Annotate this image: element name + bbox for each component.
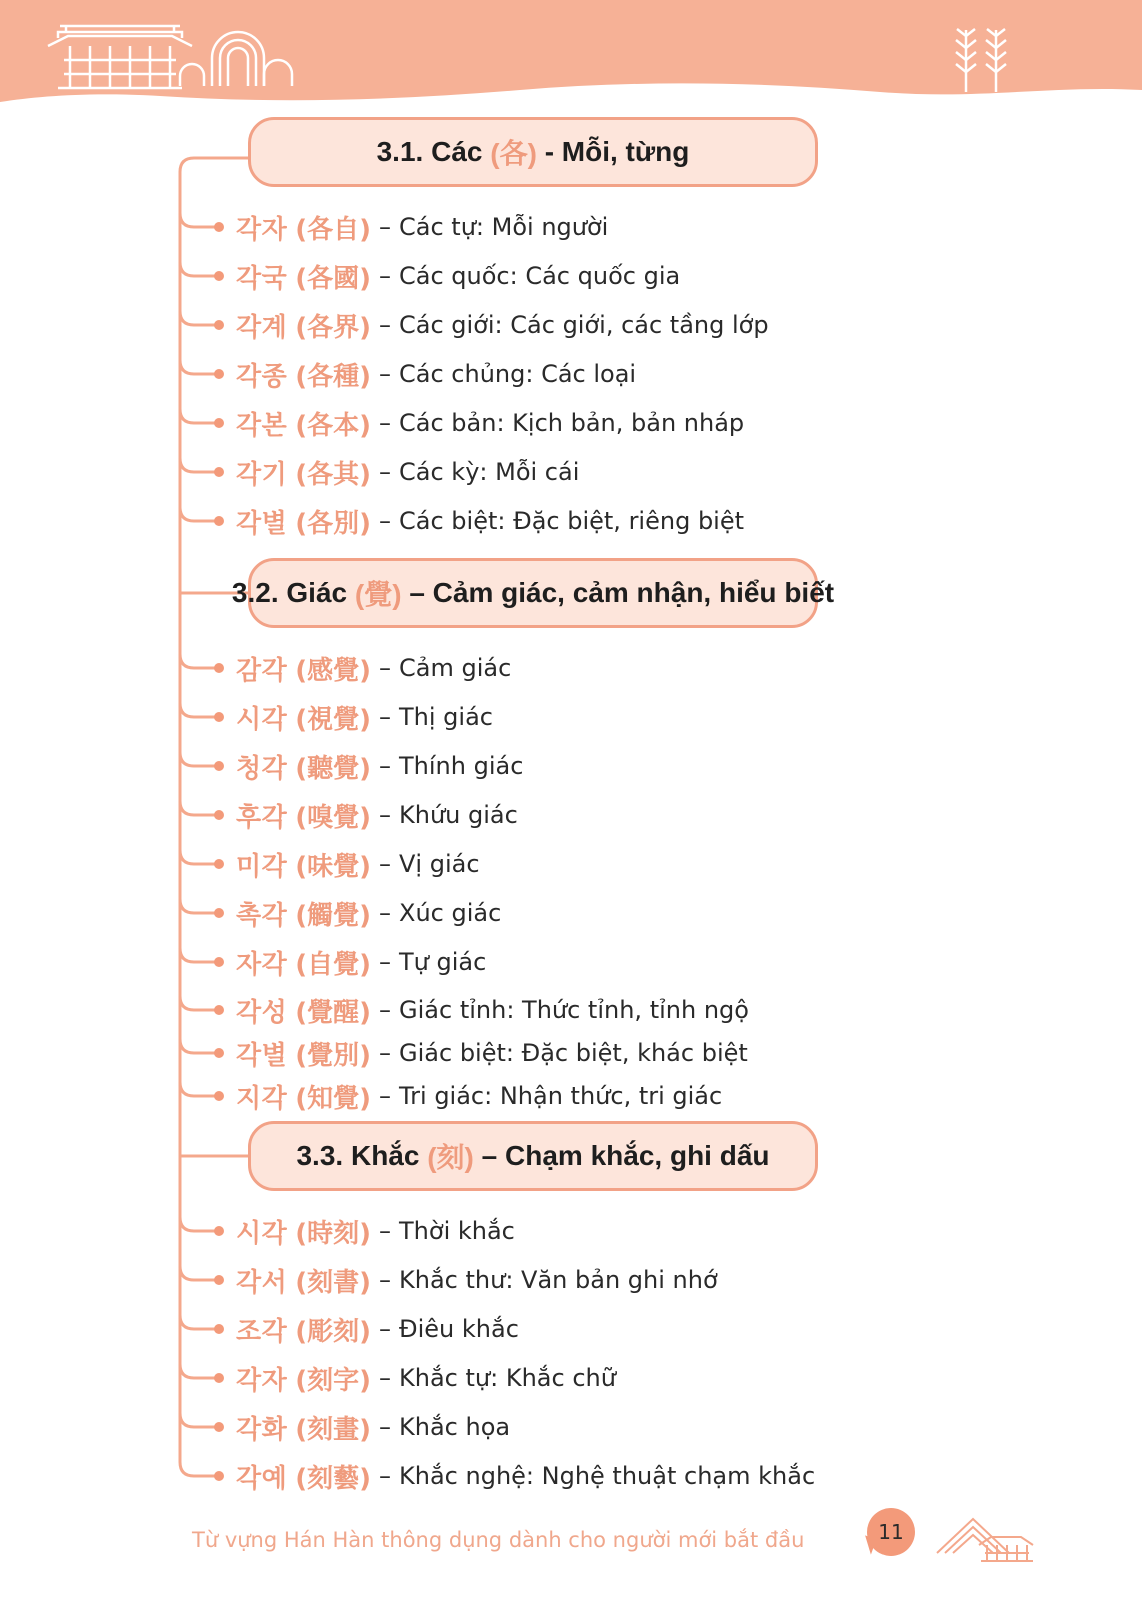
- korean-word: 자각: [236, 949, 288, 980]
- vocab-entry: [236, 795, 518, 835]
- entry-dash: –: [379, 752, 392, 780]
- hanja-word: (各本): [295, 410, 372, 441]
- bullet-dot: [214, 1373, 224, 1383]
- tree-branch: [180, 507, 219, 521]
- entry-dash: –: [379, 801, 392, 829]
- bullet-dot: [214, 516, 224, 526]
- korean-word: 촉각: [236, 900, 288, 931]
- vocab-entry: [236, 942, 486, 982]
- korean-word: 조각: [236, 1316, 288, 1347]
- vocab-entry: [236, 1456, 815, 1496]
- korean-word: 각계: [236, 312, 288, 343]
- tree-branch: [180, 850, 219, 864]
- vocab-entry: [236, 354, 636, 394]
- korean-word: 지각: [236, 1083, 288, 1114]
- bullet-dot: [214, 222, 224, 232]
- hanja-word: (各國): [295, 263, 372, 294]
- vocab-entry: [236, 207, 608, 247]
- bullet-dot: [214, 320, 224, 330]
- entry-dash: –: [379, 262, 392, 290]
- tree-branch: [180, 409, 219, 423]
- korean-word: 각예: [236, 1463, 288, 1494]
- vocab-entry: [236, 1033, 748, 1073]
- hanja-word: (各界): [295, 312, 372, 343]
- entry-dash: –: [379, 409, 392, 437]
- tree-branch: [180, 1413, 219, 1427]
- section-title-3-1: [248, 117, 818, 187]
- bullet-dot: [214, 1471, 224, 1481]
- korean-word: 각자: [236, 1365, 288, 1396]
- meaning-text: Khứu giác: [399, 801, 518, 829]
- korean-word: 후각: [236, 802, 288, 833]
- hanja-word: (味覺): [295, 851, 372, 882]
- tree-branch: [180, 1082, 219, 1096]
- section-title-suffix: – Cảm giác, cảm nhận, hiểu biết: [409, 577, 835, 608]
- bullet-dot: [214, 1048, 224, 1058]
- meaning-text: Tri giác: Nhận thức, tri giác: [399, 1082, 723, 1110]
- hanja-word: (覺醒): [295, 997, 372, 1028]
- korean-word: 감각: [236, 655, 288, 686]
- meaning-text: Thời khắc: [399, 1217, 515, 1245]
- hanja-word: (視覺): [295, 704, 372, 735]
- tree-branch-header: [180, 158, 248, 172]
- meaning-text: Điêu khắc: [399, 1315, 519, 1343]
- vocab-entry: [236, 1309, 519, 1349]
- bullet-dot: [214, 1324, 224, 1334]
- bullet-dot: [214, 712, 224, 722]
- korean-word: 각자: [236, 214, 288, 245]
- entry-dash: –: [379, 1364, 392, 1392]
- section-title-hanja: (覺): [354, 579, 402, 610]
- section-title-3-2: [231, 558, 835, 628]
- vocab-entry: [236, 452, 579, 492]
- vocab-entry: [236, 1260, 718, 1300]
- entry-dash: –: [379, 703, 392, 731]
- vocab-entry: [236, 1407, 510, 1447]
- meaning-text: Giác tỉnh: Thức tỉnh, tỉnh ngộ: [399, 996, 749, 1024]
- vocab-entry: [236, 844, 480, 884]
- tree-branch: [180, 360, 219, 374]
- tree-branch: [180, 1315, 219, 1329]
- tree-branch: [180, 1217, 219, 1231]
- bullet-dot: [214, 663, 224, 673]
- bullet-dot: [214, 1422, 224, 1432]
- hanja-word: (自覺): [295, 949, 372, 980]
- entry-dash: –: [379, 1413, 392, 1441]
- section-title-suffix: - Mỗi, từng: [544, 136, 690, 167]
- korean-word: 각기: [236, 459, 288, 490]
- tree-branch: [180, 1266, 219, 1280]
- meaning-text: Các biệt: Đặc biệt, riêng biệt: [399, 507, 745, 535]
- hanja-word: (彫刻): [295, 1316, 372, 1347]
- hanja-word: (時刻): [295, 1218, 372, 1249]
- tree-branch: [180, 703, 219, 717]
- tree-branch: [180, 1039, 219, 1053]
- vocab-entry: [236, 1211, 515, 1251]
- tree-branch: [180, 752, 219, 766]
- korean-word: 각별: [236, 508, 288, 539]
- section-title-prefix: 3.1. Các: [376, 136, 483, 167]
- tree-branch: [180, 458, 219, 472]
- hanja-word: (覺別): [295, 1040, 372, 1071]
- meaning-text: Thị giác: [399, 703, 493, 731]
- meaning-text: Các bản: Kịch bản, bản nháp: [399, 409, 745, 437]
- entry-dash: –: [379, 507, 392, 535]
- bullet-dot: [214, 1091, 224, 1101]
- korean-word: 각종: [236, 361, 288, 392]
- tree-branch: [180, 654, 219, 668]
- korean-word: 시각: [236, 704, 288, 735]
- meaning-text: Giác biệt: Đặc biệt, khác biệt: [399, 1039, 748, 1067]
- entry-dash: –: [379, 213, 392, 241]
- hanja-word: (感覺): [295, 655, 372, 686]
- entry-dash: –: [379, 1039, 392, 1067]
- meaning-text: Thính giác: [399, 752, 524, 780]
- korean-word: 청각: [236, 753, 288, 784]
- entry-dash: –: [379, 1462, 392, 1490]
- tree-branch: [180, 948, 219, 962]
- entry-dash: –: [379, 948, 392, 976]
- meaning-text: Các giới: Các giới, các tầng lớp: [399, 311, 769, 339]
- entry-dash: –: [379, 850, 392, 878]
- bullet-dot: [214, 810, 224, 820]
- bullet-dot: [214, 1275, 224, 1285]
- vocab-entry: [236, 403, 744, 443]
- vocab-entry: [236, 305, 769, 345]
- korean-word: 각국: [236, 263, 288, 294]
- bullet-dot: [214, 418, 224, 428]
- meaning-text: Khắc họa: [399, 1413, 511, 1441]
- hanja-word: (刻字): [295, 1365, 372, 1396]
- hanja-word: (各別): [295, 508, 372, 539]
- vocab-entry: [236, 1076, 722, 1116]
- korean-word: 각별: [236, 1040, 288, 1071]
- section-title-suffix: – Chạm khắc, ghi dấu: [481, 1140, 770, 1171]
- korean-word: 미각: [236, 851, 288, 882]
- bullet-dot: [214, 957, 224, 967]
- meaning-text: Khắc nghệ: Nghệ thuật chạm khắc: [399, 1462, 816, 1490]
- entry-dash: –: [379, 1266, 392, 1294]
- meaning-text: Khắc thư: Văn bản ghi nhớ: [399, 1266, 718, 1294]
- entry-dash: –: [379, 654, 392, 682]
- korean-word: 시각: [236, 1218, 288, 1249]
- tree-branch: [180, 801, 219, 815]
- hanja-word: (嗅覺): [295, 802, 372, 833]
- korean-word: 각화: [236, 1414, 288, 1445]
- tree-branch: [180, 1364, 219, 1378]
- tree-branch: [180, 213, 219, 227]
- hanja-word: (刻畫): [295, 1414, 372, 1445]
- meaning-text: Khắc tự: Khắc chữ: [399, 1364, 616, 1392]
- meaning-text: Tự giác: [399, 948, 487, 976]
- hanja-word: (刻書): [295, 1267, 372, 1298]
- tree-branch: [180, 996, 219, 1010]
- korean-word: 각서: [236, 1267, 288, 1298]
- vocab-entry: [236, 1358, 616, 1398]
- bullet-dot: [214, 1005, 224, 1015]
- meaning-text: Xúc giác: [399, 899, 502, 927]
- bullet-dot: [214, 271, 224, 281]
- bullet-dot: [214, 1226, 224, 1236]
- bullet-dot: [214, 859, 224, 869]
- meaning-text: Các tự: Mỗi người: [399, 213, 609, 241]
- bullet-dot: [214, 467, 224, 477]
- bullet-dot: [214, 369, 224, 379]
- entry-dash: –: [379, 996, 392, 1024]
- meaning-text: Vị giác: [399, 850, 480, 878]
- hanja-word: (各自): [295, 214, 372, 245]
- hanja-word: (各種): [295, 361, 372, 392]
- section-title-hanja: (刻): [427, 1142, 474, 1173]
- hanja-word: (知覺): [295, 1083, 372, 1114]
- vocab-entry: [236, 893, 501, 933]
- footer-book-title: Từ vựng Hán Hàn thông dụng dành cho người mới bắt đầu: [192, 1528, 805, 1552]
- house-icon: [935, 1505, 1035, 1565]
- section-title-prefix: 3.3. Khắc: [296, 1140, 420, 1171]
- entry-dash: –: [379, 1315, 392, 1343]
- bullet-dot: [214, 761, 224, 771]
- meaning-text: Các chủng: Các loại: [399, 360, 637, 388]
- hanja-word: (觸覺): [295, 900, 372, 931]
- hanja-word: (刻藝): [295, 1463, 372, 1494]
- korean-word: 각성: [236, 997, 288, 1028]
- section-title-hanja: (各): [490, 138, 537, 169]
- korean-word: 각본: [236, 410, 288, 441]
- vocab-entry: [236, 697, 493, 737]
- tree-branch: [180, 311, 219, 325]
- entry-dash: –: [379, 458, 392, 486]
- page-number: 11: [867, 1508, 915, 1556]
- meaning-text: Các kỳ: Mỗi cái: [399, 458, 580, 486]
- hanja-word: (各其): [295, 459, 372, 490]
- vocab-entry: [236, 990, 749, 1030]
- vocab-entry: [236, 256, 680, 296]
- bullet-dot: [214, 908, 224, 918]
- meaning-text: Cảm giác: [399, 654, 512, 682]
- vocab-entry: [236, 746, 523, 786]
- tree-branch: [180, 262, 219, 276]
- section-title-3-3: [248, 1121, 818, 1191]
- entry-dash: –: [379, 311, 392, 339]
- tree-branch: [180, 1462, 219, 1476]
- meaning-text: Các quốc: Các quốc gia: [399, 262, 681, 290]
- tree-branch: [180, 899, 219, 913]
- section-title-prefix: 3.2. Giác: [231, 577, 348, 608]
- entry-dash: –: [379, 360, 392, 388]
- vocab-entry: [236, 648, 511, 688]
- entry-dash: –: [379, 1217, 392, 1245]
- vocab-entry: [236, 501, 744, 541]
- entry-dash: –: [379, 899, 392, 927]
- entry-dash: –: [379, 1082, 392, 1110]
- hanja-word: (聽覺): [295, 753, 372, 784]
